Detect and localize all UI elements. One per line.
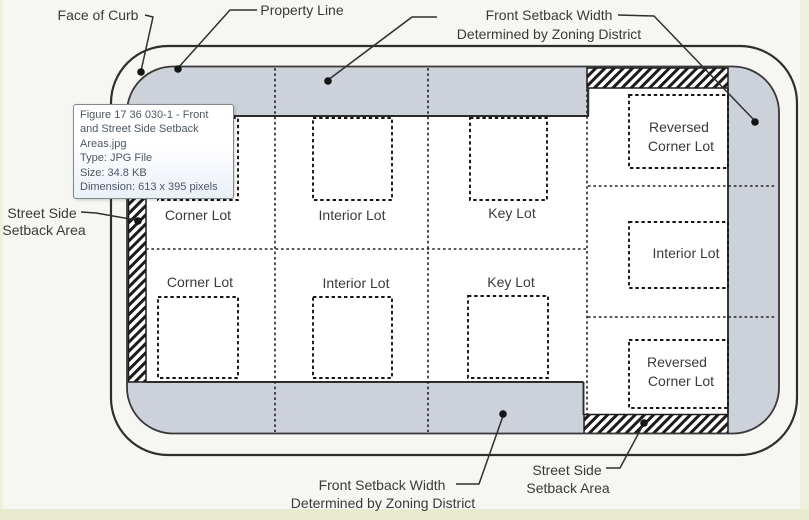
face-of-curb-dot	[137, 68, 145, 76]
property-line-dot	[174, 65, 182, 73]
lot-label-interior-bottom: Interior Lot	[322, 275, 390, 291]
front-setback-right-dot	[751, 118, 759, 126]
left-edge-strip	[0, 0, 3, 520]
callout-front-setback-bottom-2: Determined by Zoning District	[290, 495, 476, 511]
front-setback-band-bottom	[127, 382, 583, 434]
tooltip-filename-line: Areas.jpg	[80, 137, 127, 150]
lot-label-key-top: Key Lot	[488, 205, 536, 221]
tooltip-dimension: Dimension: 613 x 395 pixels	[80, 181, 218, 194]
lot-label-corner-top: Corner Lot	[164, 207, 232, 223]
lot-label-interior-right: Interior Lot	[652, 245, 720, 261]
street-side-setback-strip-bottom-right	[584, 415, 728, 434]
right-edge-strip	[800, 0, 809, 520]
callout-front-setback-top-1: Front Setback Width	[485, 7, 613, 23]
front-setback-top-dot	[324, 77, 332, 85]
lot-label-reversed-bottom-1: Reversed	[647, 354, 707, 370]
callout-front-setback-top-2: Determined by Zoning District	[456, 26, 642, 42]
callout-front-setback-bottom-1: Front Setback Width	[318, 477, 446, 493]
tooltip-filename-line: Figure 17 36 030-1 - Front	[80, 109, 209, 121]
lot-label-reversed-top-2: Corner Lot	[647, 138, 715, 154]
callout-street-side-left-2: Setback Area	[2, 222, 86, 238]
lot-label-corner-bottom: Corner Lot	[166, 274, 234, 290]
callout-street-side-left-1: Street Side	[7, 205, 77, 221]
lot-label-reversed-bottom-2: Corner Lot	[647, 373, 715, 389]
lot-label-interior-top: Interior Lot	[318, 207, 386, 223]
tooltip-size: Size: 34.8 KB	[80, 166, 147, 179]
callout-face-of-curb: Face of Curb	[57, 7, 139, 23]
front-setback-bottom-dot	[499, 410, 507, 418]
callout-street-side-right-2: Setback Area	[526, 480, 610, 496]
tooltip-type: Type: JPG File	[80, 152, 153, 165]
tooltip-filename-line: and Street Side Setback	[80, 123, 199, 136]
callout-street-side-right-1: Street Side	[532, 462, 602, 478]
street-side-right-dot	[640, 419, 648, 427]
lot-label-reversed-top-1: Reversed	[649, 119, 709, 135]
lot-label-key-bottom: Key Lot	[487, 274, 535, 290]
file-info-tooltip	[73, 104, 234, 199]
callout-property-line: Property Line	[260, 2, 344, 18]
street-side-left-dot	[134, 217, 142, 225]
